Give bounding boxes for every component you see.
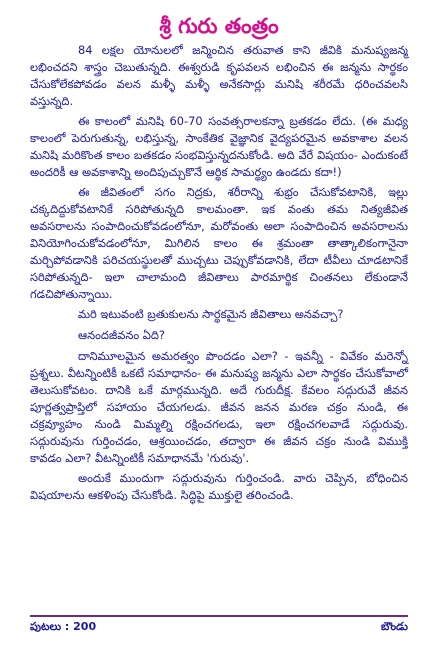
question-1: మరి ఇటువంటి బ్రతుకులను సార్థకమైన జీవితాలు అనవచ్చా? <box>78 307 344 321</box>
page-footer <box>30 615 408 636</box>
page-count-label: పుటలు : 200 <box>30 620 97 633</box>
paragraph-4: దానిమూలమైన అమరత్వం పొందడం ఎలా? - ఇవన్నీ - వివేకం మరెన్నో ప్రశ్నలు. వీటన్నింటికీ ఒకటే సమాధానం- ఈ మనుష్య జన్మను ఎలా సార్థకం చేసుకోవాలో తెలుసుకోవటం. దానికి ఒకే మార్గమున్నది. అదే గురుదీక్ష. కేవలం సద్గురువే జీవన పూర్ణత్వప్రాప్తిలో సహాయం చేయగలడు. జీవన జనన మరణ చక్రం నుండి, ఈ చక్రవ్యూహం నుండి మిమ్మల్ని రక్షించగలడు, ఇలా రక్షించగలవాడే సద్గురువు. సద్గురువును గుర్తించడం, ఆశ్రయించడం, తద్వారా ఈ జీవన చక్రం నుండి విముక్తి కావడం ఎలా? వీటన్నింటికీ సమాధానమే 'గురువు'. <box>30 349 408 465</box>
binding-label: బౌండు <box>381 620 408 633</box>
paragraph-2: ఈ కాలంలో మనిషి 60-70 సంవత్సరాలకన్నా బ్రతకడం లేదు. (ఈ మధ్య కాలంలో పెరుగుతున్న, లభిస్తున్న, సాంకేతిక వైజ్ఞానిక వైద్యపరమైన అవకాశాల వలన మనిషి మరికొంత కాలం బతకడం సంభవిస్తున్నదనుకోండి. అది వేరే విషయం- ఎందుకంటే అందరికీ ఆ అవకాశాన్ని అందిపుచ్చుకొనే ఆర్థిక సామర్థ్యం ఉండదు కదా!) <box>30 114 408 179</box>
book-page <box>0 10 432 650</box>
paragraph-3: ఈ జీవితంలో సగం నిద్రకు, శరీరాన్ని శుభ్రం చేసుకోవటానికి, ఇల్లు చక్కదిద్దుకోవటానికే సరిపోతున్నది కాలమంతా. ఇక వంతు తమ నిత్యజీవిత అవసరాలను సంపాదించుకోవడంలోనూ, మరోవంతు అలా సంపాదించిన అవసరాలను వినియోగించుకోవడంలోనూ, మిగిలిన కాలం ఈ శ్రమంతా తాత్కాలికంగానైనా మర్చిపోవడానికి పరిచయస్థులతో ముచ్చటు చెప్పుకోవడానికి, లేదా టీవీలు చూడటానికే సరిపోతున్నది- ఇలా చాలామంది జీవితాలు పారమార్థిక చింతనలు లేకుండానే గడచిపోతున్నాయి. <box>30 185 408 301</box>
paragraph-5: అందుకే ముందుగా సద్గురువును గుర్తించండి. వారు చెప్పిన, బోధించిన విషయాలను ఆకళింపు చేసుకోండి. సిద్ధిపై ముక్తులై తరించండి. <box>30 471 408 502</box>
page-title: శ్రీ గురు తంత్రం <box>159 14 279 38</box>
question-2: ఆనందజీవనం ఏది? <box>78 328 165 342</box>
paragraph-1: 84 లక్షల యోనులలో జన్మించిన తరువాత కాని జీవికి మనుష్యజన్మ లభించదని శాస్త్రం చెబుతున్నది. ఈశ్వరుడి కృపవలన లభించిన ఈ జన్మను సార్థకం చేసుకోలేకపోవడం వలన మళ్ళీ మళ్ళీ అనేకసార్లు మనిషి శరీరమే ధరించవలసి వస్తున్నది. <box>30 43 408 108</box>
